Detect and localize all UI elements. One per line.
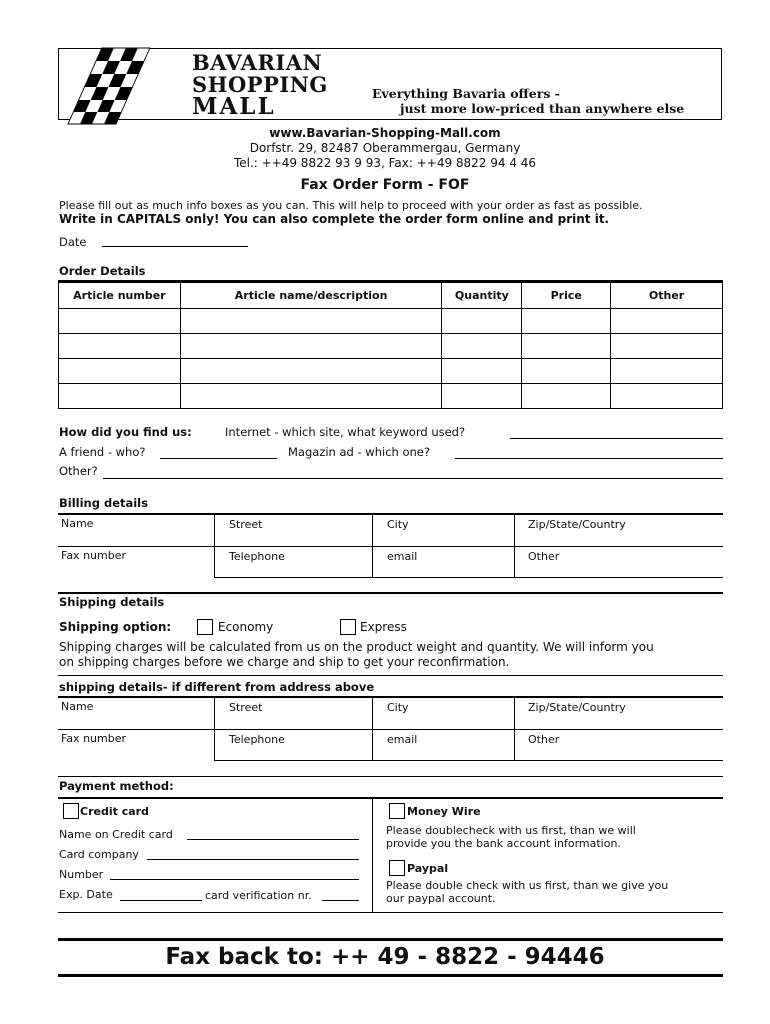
find-friend-field[interactable] bbox=[160, 458, 277, 459]
table-cell[interactable] bbox=[522, 334, 611, 359]
shipping-col-divider bbox=[214, 698, 215, 760]
payment-title: Payment method: bbox=[59, 779, 174, 793]
express-label: Express bbox=[360, 620, 407, 634]
order-table-header bbox=[59, 283, 723, 309]
billing-col-divider bbox=[214, 515, 215, 577]
shipping-other[interactable]: Other bbox=[528, 733, 560, 746]
fax-back-number: Fax back to: ++ 49 - 8822 - 94446 bbox=[165, 944, 605, 970]
table-cell[interactable] bbox=[59, 359, 181, 384]
checkered-flag-logo bbox=[62, 44, 154, 128]
col-other: Other bbox=[611, 283, 723, 309]
table-cell[interactable] bbox=[442, 334, 522, 359]
order-details-title: Order Details bbox=[59, 264, 146, 278]
billing-telephone[interactable]: Telephone bbox=[229, 550, 285, 563]
shipping-bottom-line bbox=[214, 760, 723, 761]
shipping-zip[interactable]: Zip/State/Country bbox=[528, 701, 626, 714]
shipping-email[interactable]: email bbox=[387, 733, 418, 746]
shipping-option-label: Shipping option: bbox=[59, 620, 172, 634]
table-cell[interactable] bbox=[59, 384, 181, 409]
find-internet-label: Internet - which site, what keyword used? bbox=[225, 425, 466, 439]
table-row bbox=[59, 334, 723, 359]
table-cell[interactable] bbox=[442, 384, 522, 409]
col-quantity: Quantity bbox=[442, 283, 522, 309]
card-company-field[interactable] bbox=[147, 859, 359, 860]
wire-note-1: Please doublecheck with us first, than we will bbox=[386, 824, 636, 837]
shipping-city[interactable]: City bbox=[387, 701, 409, 714]
paypal-checkbox[interactable] bbox=[389, 860, 405, 876]
brand-line2: SHOPPING bbox=[192, 72, 328, 97]
shipping-divider bbox=[58, 592, 723, 594]
table-cell[interactable] bbox=[442, 359, 522, 384]
exp-date-field[interactable] bbox=[120, 900, 202, 901]
payment-divider bbox=[58, 776, 723, 777]
name-on-card-field[interactable] bbox=[187, 839, 359, 840]
table-cell[interactable] bbox=[611, 384, 723, 409]
find-internet-field[interactable] bbox=[510, 438, 723, 439]
table-cell[interactable] bbox=[442, 309, 522, 334]
find-magazin-field[interactable] bbox=[455, 458, 723, 459]
shipping-note-2: on shipping charges before we charge and ship to get your reconfirmation. bbox=[59, 655, 510, 669]
card-company-label: Card company bbox=[59, 848, 139, 861]
credit-card-label: Credit card bbox=[80, 805, 149, 818]
table-cell[interactable] bbox=[59, 334, 181, 359]
find-friend-label: A friend - who? bbox=[59, 445, 146, 459]
table-cell[interactable] bbox=[522, 359, 611, 384]
shipping-col-divider bbox=[372, 698, 373, 760]
shipping-row-divider bbox=[58, 729, 723, 730]
billing-email[interactable]: email bbox=[387, 550, 418, 563]
find-other-label: Other? bbox=[59, 464, 98, 478]
table-cell[interactable] bbox=[180, 309, 442, 334]
billing-col-divider bbox=[514, 515, 515, 577]
shipping-telephone[interactable]: Telephone bbox=[229, 733, 285, 746]
tagline-1: Everything Bavaria offers - bbox=[372, 86, 560, 101]
wire-note-2: provide you the bank account information. bbox=[386, 837, 621, 850]
exp-date-label: Exp. Date bbox=[59, 888, 113, 901]
paypal-note-1: Please double check with us first, than we give you bbox=[386, 879, 669, 892]
paypal-label: Paypal bbox=[407, 862, 449, 875]
col-price: Price bbox=[522, 283, 611, 309]
payment-top-line bbox=[58, 797, 723, 799]
billing-name[interactable]: Name bbox=[61, 517, 94, 530]
website-link[interactable]: www.Bavarian-Shopping-Mall.com bbox=[269, 126, 501, 140]
table-cell[interactable] bbox=[180, 359, 442, 384]
verification-label: card verification nr. bbox=[205, 889, 312, 902]
brand-line1: BAVARIAN bbox=[192, 50, 323, 75]
paypal-note-2: our paypal account. bbox=[386, 892, 496, 905]
table-cell[interactable] bbox=[611, 309, 723, 334]
table-cell[interactable] bbox=[522, 309, 611, 334]
table-cell[interactable] bbox=[522, 384, 611, 409]
billing-other[interactable]: Other bbox=[528, 550, 560, 563]
phone-fax: Tel.: ++49 8822 93 9 93, Fax: ++49 8822 94 4 46 bbox=[233, 156, 537, 170]
billing-street[interactable]: Street bbox=[229, 518, 263, 531]
shipping-note-1: Shipping charges will be calculated from us on the product weight and quantity. We will inform you bbox=[59, 640, 654, 654]
shipping-col-divider bbox=[514, 698, 515, 760]
name-on-card-label: Name on Credit card bbox=[59, 828, 173, 841]
footer-top-line bbox=[58, 938, 723, 941]
address: Dorfstr. 29, 82487 Oberammergau, Germany bbox=[249, 141, 521, 155]
order-table bbox=[58, 282, 723, 409]
verification-field[interactable] bbox=[322, 900, 359, 901]
table-cell[interactable] bbox=[59, 309, 181, 334]
intro-text: Please fill out as much info boxes as you can. This will help to proceed with your order as fast as possible. bbox=[59, 199, 643, 212]
billing-fax[interactable]: Fax number bbox=[61, 549, 126, 562]
billing-title: Billing details bbox=[59, 496, 148, 510]
payment-bottom-line bbox=[58, 912, 723, 913]
number-label: Number bbox=[59, 868, 104, 881]
money-wire-checkbox[interactable] bbox=[389, 803, 405, 819]
tagline-2: just more low-priced than anywhere else bbox=[400, 101, 685, 116]
shipping-title: Shipping details bbox=[59, 595, 165, 609]
money-wire-label: Money Wire bbox=[407, 805, 481, 818]
find-magazin-label: Magazin ad - which one? bbox=[288, 445, 430, 459]
billing-row-divider bbox=[58, 546, 723, 547]
shipping-alt-divider bbox=[58, 675, 723, 676]
find-other-field[interactable] bbox=[103, 478, 723, 479]
shipping-fax[interactable]: Fax number bbox=[61, 732, 126, 745]
economy-checkbox[interactable] bbox=[197, 619, 213, 635]
billing-bottom-line bbox=[214, 577, 723, 578]
table-row bbox=[59, 359, 723, 384]
credit-card-checkbox[interactable] bbox=[63, 803, 79, 819]
table-cell[interactable] bbox=[180, 384, 442, 409]
billing-city[interactable]: City bbox=[387, 518, 409, 531]
shipping-street[interactable]: Street bbox=[229, 701, 263, 714]
economy-label: Economy bbox=[218, 620, 274, 634]
col-article-number: Article number bbox=[59, 283, 181, 309]
billing-zip[interactable]: Zip/State/Country bbox=[528, 518, 626, 531]
payment-col-divider bbox=[372, 799, 373, 912]
table-cell[interactable] bbox=[180, 334, 442, 359]
find-us-label: How did you find us: bbox=[59, 425, 192, 439]
date-label: Date bbox=[59, 235, 87, 249]
table-cell[interactable] bbox=[611, 334, 723, 359]
brand-line3: MALL bbox=[192, 93, 276, 120]
table-row bbox=[59, 384, 723, 409]
date-field[interactable] bbox=[102, 246, 248, 247]
footer-bottom-line bbox=[58, 974, 723, 977]
number-field[interactable] bbox=[110, 879, 359, 880]
col-article-name: Article name/description bbox=[180, 283, 442, 309]
table-cell[interactable] bbox=[611, 359, 723, 384]
capitals-notice: Write in CAPITALS only! You can also complete the order form online and print it. bbox=[59, 212, 610, 226]
billing-col-divider bbox=[372, 515, 373, 577]
express-checkbox[interactable] bbox=[340, 619, 356, 635]
shipping-name[interactable]: Name bbox=[61, 700, 94, 713]
shipping-alt-title: shipping details- if different from address above bbox=[59, 680, 375, 694]
table-row bbox=[59, 309, 723, 334]
form-title: Fax Order Form - FOF bbox=[300, 177, 470, 193]
